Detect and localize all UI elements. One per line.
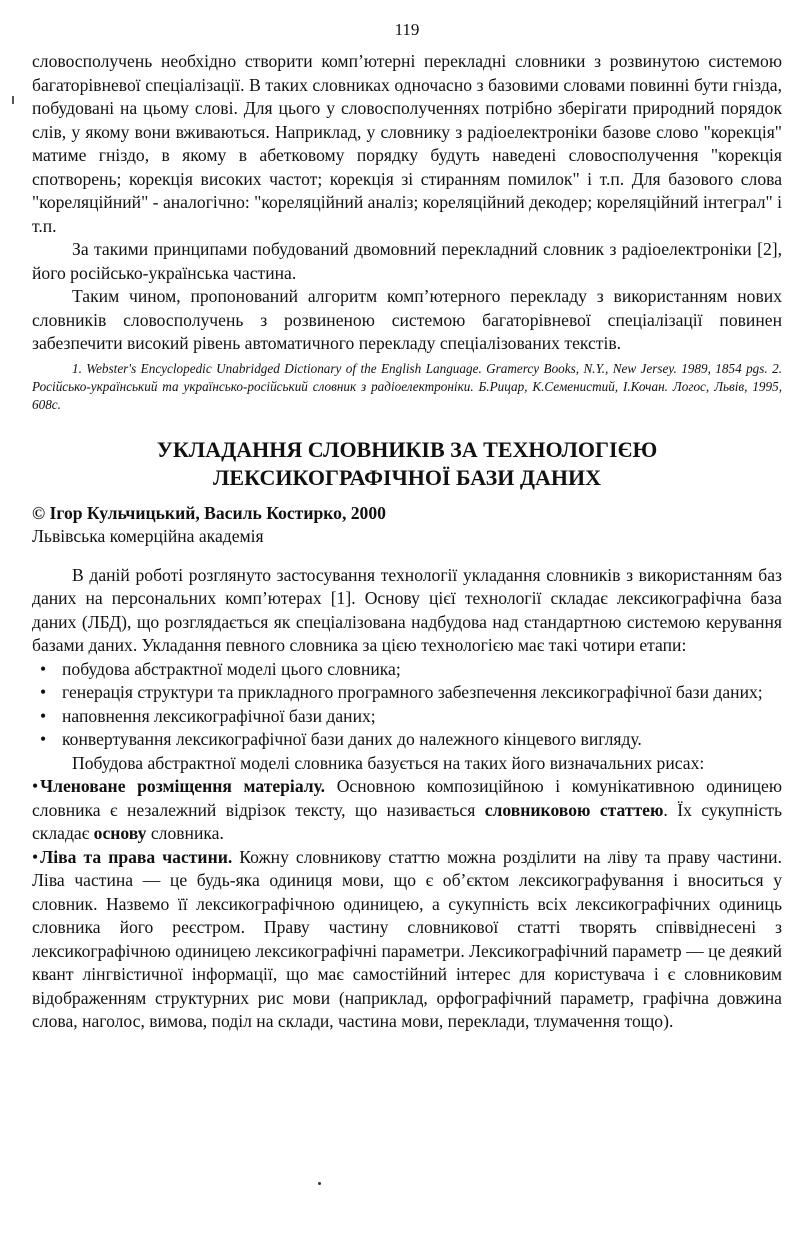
feature-1-term-article: словниковою статтею: [484, 799, 664, 820]
bullet-icon: •: [40, 658, 47, 679]
reference-list: 1. Webster's Encyclopedic Unabridged Dictionary of the English Language. Gramercy Books, N.Y., New Jersey. 1989, 1854 pgs. 2. Російсько-український та українсько-російський словник з радіоелектроніки. Б.Рицар, К.Семенистий, І.Кочан. Логос, Львів, 1995, 608с.: [32, 360, 782, 412]
feature-1-term-basis: основу: [93, 823, 147, 843]
references: [32, 360, 782, 414]
bullet-icon: •: [40, 729, 47, 749]
bullet-icon: •: [40, 705, 47, 726]
article-title-line-2: ЛЕКСИКОГРАФІЧНОЇ БАЗИ ДАНИХ: [213, 464, 601, 490]
stage-item: [32, 658, 782, 682]
stage-text: генерація структури та прикладного програмного забезпечення лексикографічної бази даних;: [62, 682, 763, 702]
affiliation: Львівська комерційна академія: [32, 525, 264, 546]
page-number: 119: [394, 20, 420, 39]
feature-2-text: Кожну словникову статтю можна розділити на ліву та праву частини. Ліва частина — це будь-яка одиниця мови, що є об’єктом лексикографування і вноситься у словник. Назвемо її лексикографічною одиницею, а сукупність всіх лексикографічних одиниць словника його реєстром. Праву частину словникової статті творять співвіднесені з лексикографічною одиницею лексикографічні параметри. Лексикографічний параметр — це деякий квант лінгвістичної інформації, що має самостійний інтерес для користувача і є словниковим відображенням структурних рис мови (наприклад, орфографічний параметр, графічна довжина слова, наголос, вимова, поділ на склади, частина мови, переклади, тлумачення тощо).: [32, 846, 782, 1031]
bullet-icon: •: [32, 776, 39, 796]
bullet-icon: •: [32, 846, 39, 867]
stage-text: побудова абстрактної моделі цього словника;: [62, 658, 401, 679]
feature-1-term: Членоване розміщення матеріалу.: [40, 776, 326, 796]
intro-paragraph-3: Таким чином, пропонований алгоритм комп’ютерного перекладу з використанням нових словників словосполучень з розвиненою системою багаторівневої спеціалізації повинен забезпечити високий рівень автоматичного перекладу спеціалізованих текстів.: [32, 286, 782, 353]
feature-1-text-b: . Їх сукупність складає: [32, 799, 782, 843]
article-intro: В даній роботі розглянуто застосування технології укладання словників з використанням баз даних на персональних комп’ютерах [1]. Основу цієї технології складає лексикографічна база даних (ЛБД), що розглядається як спеціалізована надбудова над стандартною системою керування базами даних. Укладання певного словника за цією технологією має такі чотири етапи:: [32, 564, 782, 655]
article-title: [32, 436, 782, 492]
authors: © Ігор Кульчицький, Василь Костирко, 2000: [32, 502, 386, 523]
feature-2-term: Ліва та права частини.: [40, 846, 233, 867]
stage-item: [32, 728, 782, 752]
feature-2: [32, 846, 782, 1034]
intro-paragraph-1: словосполучень необхідно створити комп’ютерні перекладні словники з розвинутою системою багаторівневої спеціалізації. В таких словниках одночасно з базовими словами повинні бути гнізда, побудовані на цьому слові. Для цього у словосполученнях потрібно зберігати природний порядок слів, у якому вони вживаються. Наприклад, у словнику з радіоелектроніки базове слово "корекція" матиме гніздо, в якому в абетковому порядку будуть наведені словосполучення "корекція спотворень; корекція високих частот; корекція зі стиранням помилок" і т.п. Для базового слова "кореляційний" - аналогічно: "кореляційний аналіз; кореляційний декодер; кореляційний інтеграл" і т.п.: [32, 51, 782, 236]
stage-text: наповнення лексикографічної бази даних;: [62, 705, 376, 726]
model-intro: Побудова абстрактної моделі словника базується на таких його визначальних рисах:: [72, 752, 705, 773]
stage-item: [32, 705, 782, 729]
bullet-icon: •: [40, 682, 47, 702]
feature-1-text-c: словника.: [146, 823, 224, 843]
scan-dot: [318, 1182, 321, 1185]
stage-item: [32, 681, 782, 705]
stage-text: конвертування лексикографічної бази даних до належного кінцевого вигляду.: [62, 729, 642, 749]
article-title-line-1: УКЛАДАННЯ СЛОВНИКІВ ЗА ТЕХНОЛОГІЄЮ: [156, 436, 658, 462]
scan-mark: [12, 96, 14, 104]
feature-1: [32, 775, 782, 846]
intro-paragraph-2: За такими принципами побудований двомовний перекладний словник з радіоелектроніки [2], його російсько-українська частина.: [32, 239, 782, 283]
stages-list: [32, 658, 782, 752]
feature-1-text-a: Основною композиційною і комунікативною одиницею словника є незалежний відрізок тексту, що називається: [32, 776, 782, 820]
